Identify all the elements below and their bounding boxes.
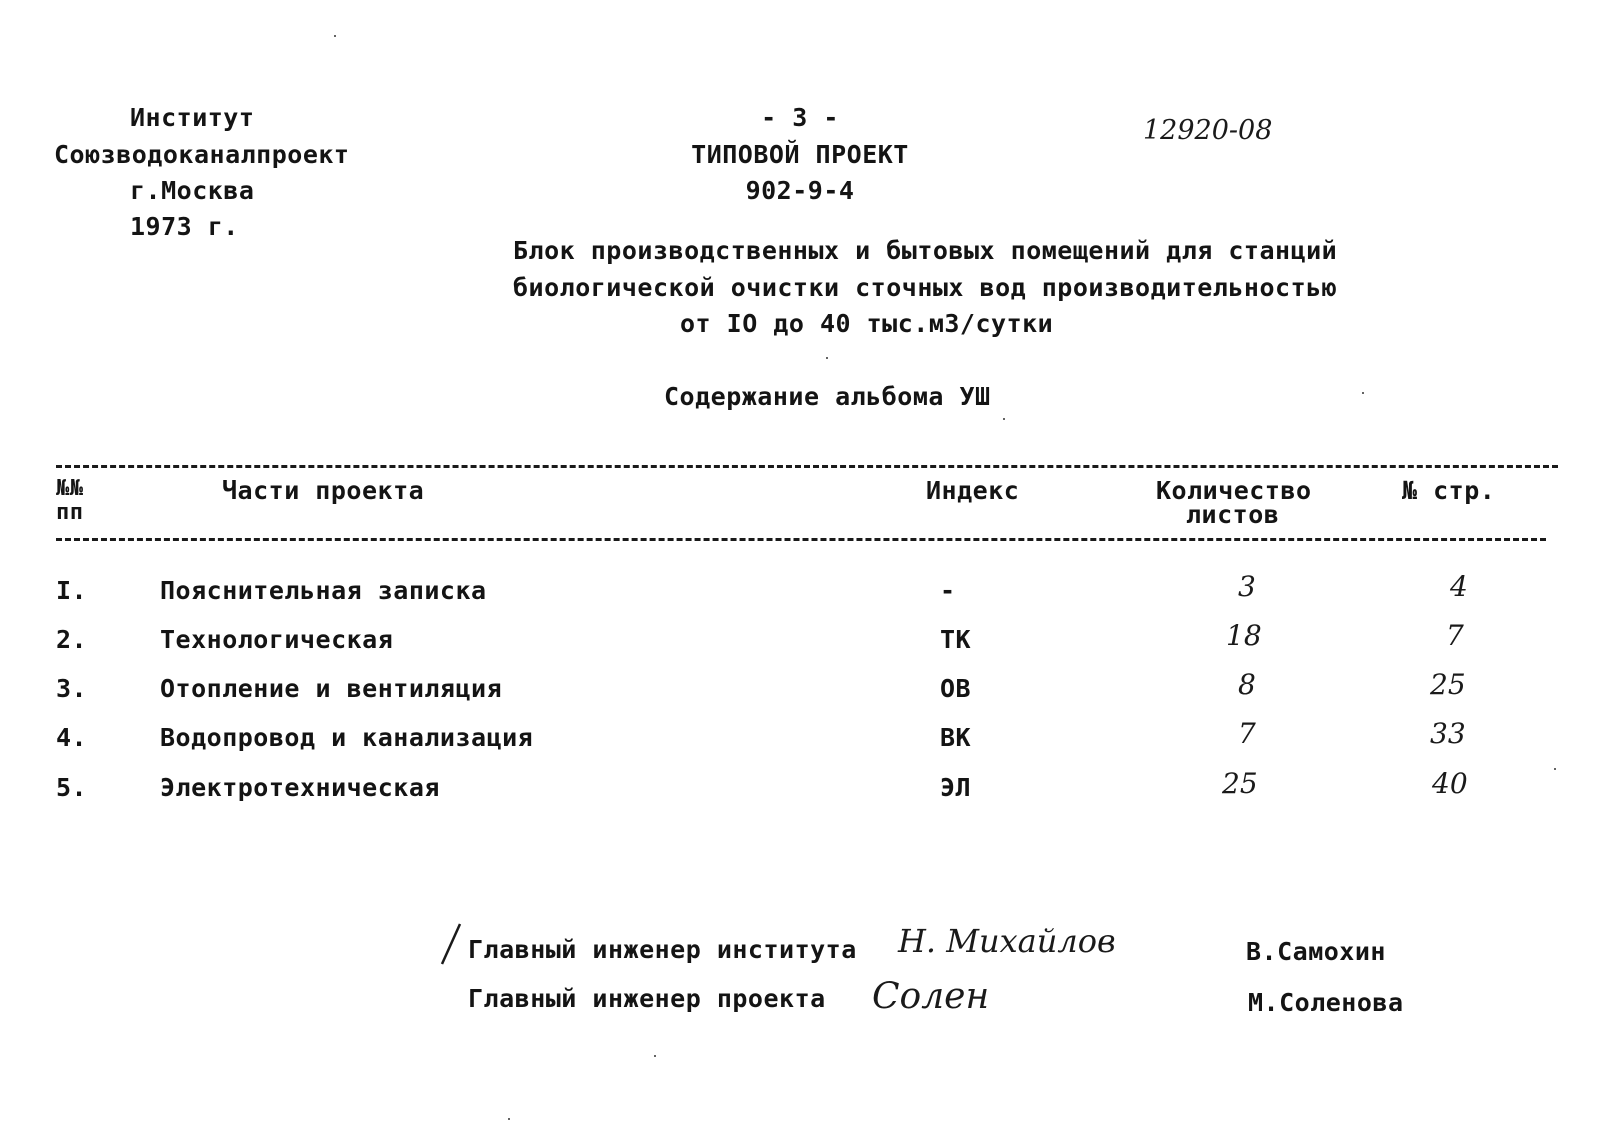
row-sheets: 7 [1238, 717, 1256, 750]
row-part: Электротехническая [160, 773, 440, 802]
contents-heading: Содержание альбома УШ [664, 382, 991, 411]
row-part: Водопровод и канализация [160, 723, 534, 752]
scan-speck [826, 357, 828, 359]
header-sheets-2: листов [1186, 500, 1280, 529]
row-num: 5. [56, 773, 88, 802]
signature: Н. Михайлов [898, 922, 1116, 960]
row-page: 4 [1450, 570, 1468, 603]
row-sheets: 18 [1226, 619, 1262, 652]
institute-year: 1973 г. [130, 212, 239, 241]
header-part: Части проекта [222, 476, 425, 505]
row-num: 2. [56, 625, 88, 654]
slash-mark [436, 920, 466, 968]
row-part: Технологическая [160, 625, 394, 654]
header-num-2: пп [56, 500, 84, 525]
header-index: Индекс [926, 476, 1020, 505]
row-page: 7 [1446, 619, 1464, 652]
signature: Солен [872, 976, 990, 1017]
title-line-3: от IO до 40 тыс.м3/сутки [680, 309, 1054, 338]
row-page: 40 [1432, 767, 1468, 800]
row-sheets: 25 [1222, 767, 1258, 800]
signatory-name: М.Соленова [1248, 988, 1404, 1017]
row-num: 4. [56, 723, 88, 752]
archive-number: 12920-08 [1143, 115, 1273, 146]
signature-role: Главный инженер института [468, 935, 857, 964]
row-num: I. [56, 576, 88, 605]
project-type: ТИПОВОЙ ПРОЕКТ [691, 140, 909, 169]
row-index: - [940, 576, 956, 605]
table-header-rule [56, 538, 1546, 541]
row-part: Отопление и вентиляция [160, 674, 503, 703]
institute-city: г.Москва [130, 176, 255, 205]
scan-speck [1003, 418, 1005, 420]
row-part: Пояснительная записка [160, 576, 487, 605]
page-number: - 3 - [761, 103, 839, 132]
row-page: 25 [1430, 668, 1466, 701]
row-index: ВК [940, 723, 972, 752]
signature-role: Главный инженер проекта [468, 984, 826, 1013]
header-num: №№ [56, 476, 84, 501]
row-index: ТК [940, 625, 972, 654]
row-num: 3. [56, 674, 88, 703]
header-page: № стр. [1402, 476, 1496, 505]
institute-label: Институт [130, 103, 255, 132]
row-page: 33 [1430, 717, 1466, 750]
title-line-2: биологической очистки сточных вод производительностью [513, 273, 1338, 302]
scan-speck [334, 35, 336, 37]
table-top-rule [56, 465, 1558, 468]
row-index: ЭЛ [940, 773, 972, 802]
scan-speck [1362, 392, 1364, 394]
project-code: 902-9-4 [745, 176, 855, 205]
signatory-name: В.Самохин [1246, 937, 1386, 966]
row-sheets: 3 [1238, 570, 1256, 603]
row-sheets: 8 [1238, 668, 1256, 701]
scan-speck [1554, 768, 1556, 770]
row-index: ОВ [940, 674, 972, 703]
title-line-1: Блок производственных и бытовых помещений для станций [513, 236, 1338, 265]
institute-name: Союзводоканалпроект [54, 140, 350, 169]
header-sheets: Количество [1156, 476, 1312, 505]
scan-speck [508, 1118, 510, 1120]
scan-speck [654, 1055, 656, 1057]
